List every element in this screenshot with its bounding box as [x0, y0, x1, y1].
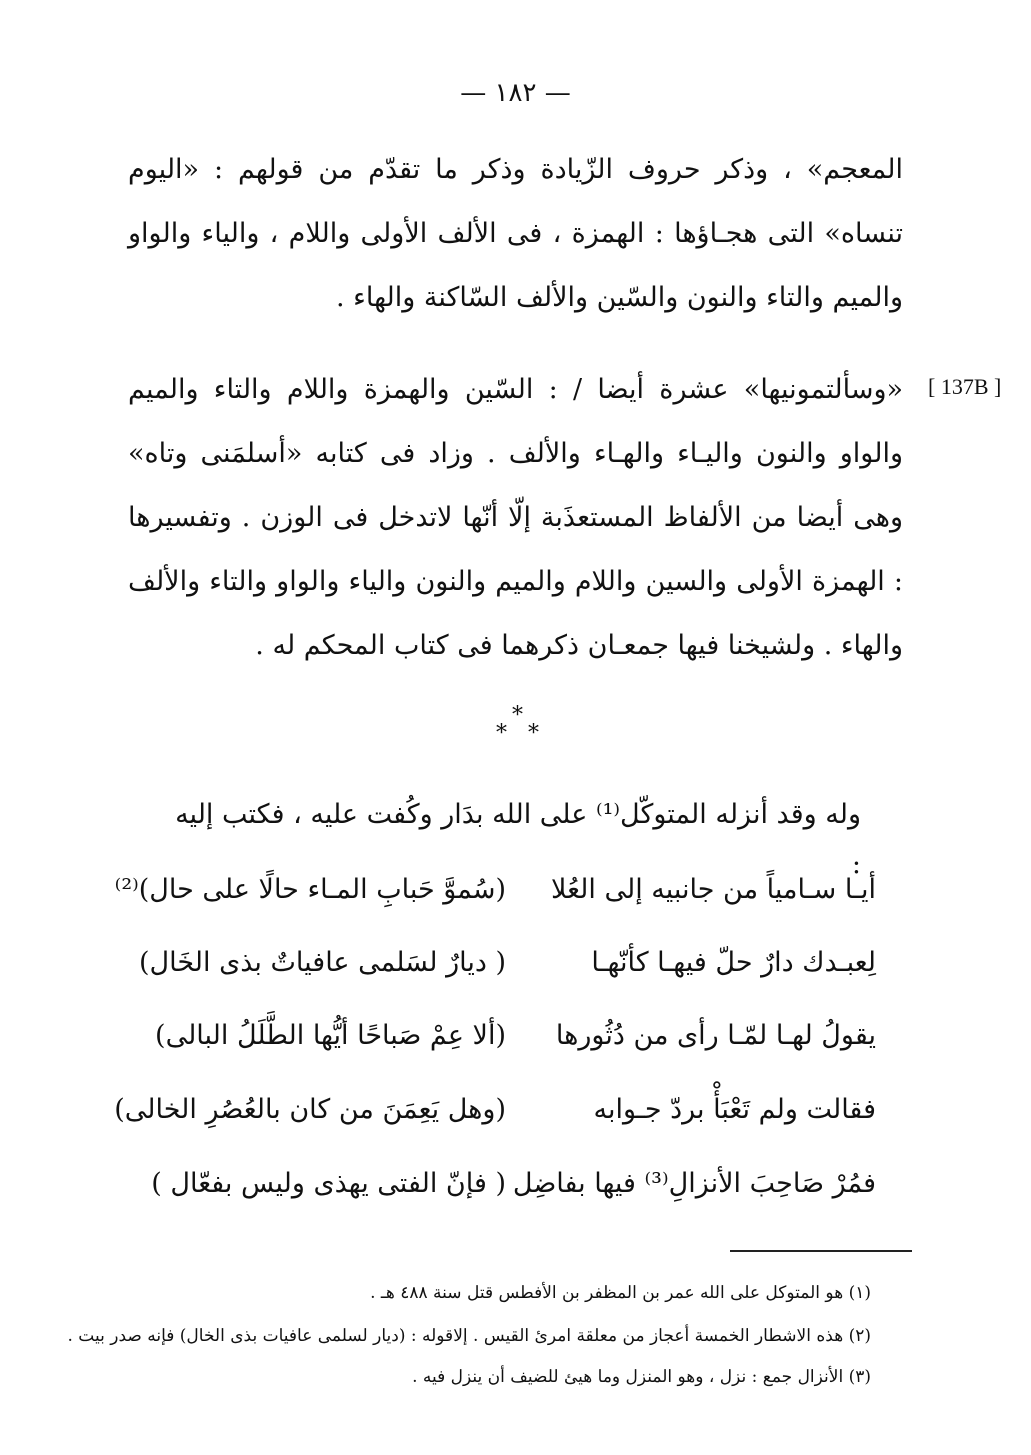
poem-introduction: وله وقد أنزله المتوكّل⁽¹⁾ على الله بدَار وكُفت عليه ، فكتب إليه : [175, 799, 861, 880]
verse-first-hemistich: فمُرْ صَاحِبَ الأنزالِ⁽³⁾ فيها بفاضِل [512, 1168, 876, 1199]
verse-line [146, 1156, 876, 1212]
paragraph-2: «وسألتمونيها» عشرة أيضا / : السّين والهمزة واللام والتاء والميم والواو والنون واليـاء والهـاء والألف . وزاد فى كتابه «أسلمَنى وتاه» وهى أيضا من الألفاظ المستعذَبة إلّا أنّها لاتدخل فى الوزن . وتفسيرها : الهمزة الأولى والسين واللام والميم والنون والياء والواو والتاء والألف والهاء . ولشيخنا فيها جمعـان ذكرهما فى كتاب المحكم له . [128, 374, 903, 661]
verse-first-hemistich: فقالت ولم تَعْبَأْ بردّ جـوابه [593, 1094, 876, 1125]
footnote-divider [730, 1250, 912, 1252]
verse-first-hemistich: يقولُ لهـا لمّـا رأى من دُثُورها [555, 1020, 876, 1051]
verse-second-hemistich: (ألا عِمْ صَباحًا أيُّها الطَّلَلُ البالى) [155, 1020, 506, 1051]
verse-line [146, 1008, 876, 1064]
asterism-star: * [512, 703, 523, 728]
verse-line [114, 862, 876, 918]
verse-second-hemistich: (وهل يَعِمَنَ من كان بالعُصُرِ الخالى) [114, 1094, 506, 1125]
asterism-star: * [528, 721, 539, 746]
verse-second-hemistich: ( فإنّ الفتى يهذى وليس بفعّال ) [151, 1168, 506, 1199]
margin-reference: [ 137B ] [928, 374, 1002, 399]
verse-line [138, 935, 876, 991]
verse-line [114, 1082, 876, 1138]
verse-second-hemistich: (سُموَّ حَبابِ المـاء حالًا على حال)⁽²⁾ [114, 874, 506, 905]
paragraph-1: المعجم» ، وذكر حروف الزّيادة وذكر ما تقدّم من قولهم : «اليوم تنساه» التى هجـاؤها : الهمزة ، فى الألف الأولى واللام ، والياء والواو والميم والتاء والنون والسّين والألف السّاكنة والهاء . [128, 154, 903, 313]
section-asterism [490, 705, 550, 749]
footnote-2: (٢) هذه الاشطار الخمسة أعجاز من معلقة امرئ القيس . إلاقوله : (ديار لسلمى عافيات بذى الخال) فإنه صدر بيت . [67, 1326, 871, 1346]
footnote-1: (١) هو المتوكل على الله عمر بن المظفر بن الأفطس قتل سنة ٤٨٨ هـ . [370, 1283, 871, 1303]
footnote-3: (٣) الأنزال جمع : نزل ، وهو المنزل وما هيئ للضيف أن ينزل فيه . [412, 1367, 871, 1387]
page-number: — ١٨٢ — [460, 78, 571, 108]
verse-second-hemistich: ( ديارٌ لسَلمى عافياتٌ بذى الخَال) [138, 947, 506, 978]
verse-first-hemistich: لِعبـدك دارٌ حلّ فيهـا كأنّهـا [591, 947, 876, 978]
verse-first-hemistich: أيـا سـامياً من جانبيه إلى العُلا [551, 874, 876, 905]
asterism-star: * [496, 721, 507, 746]
